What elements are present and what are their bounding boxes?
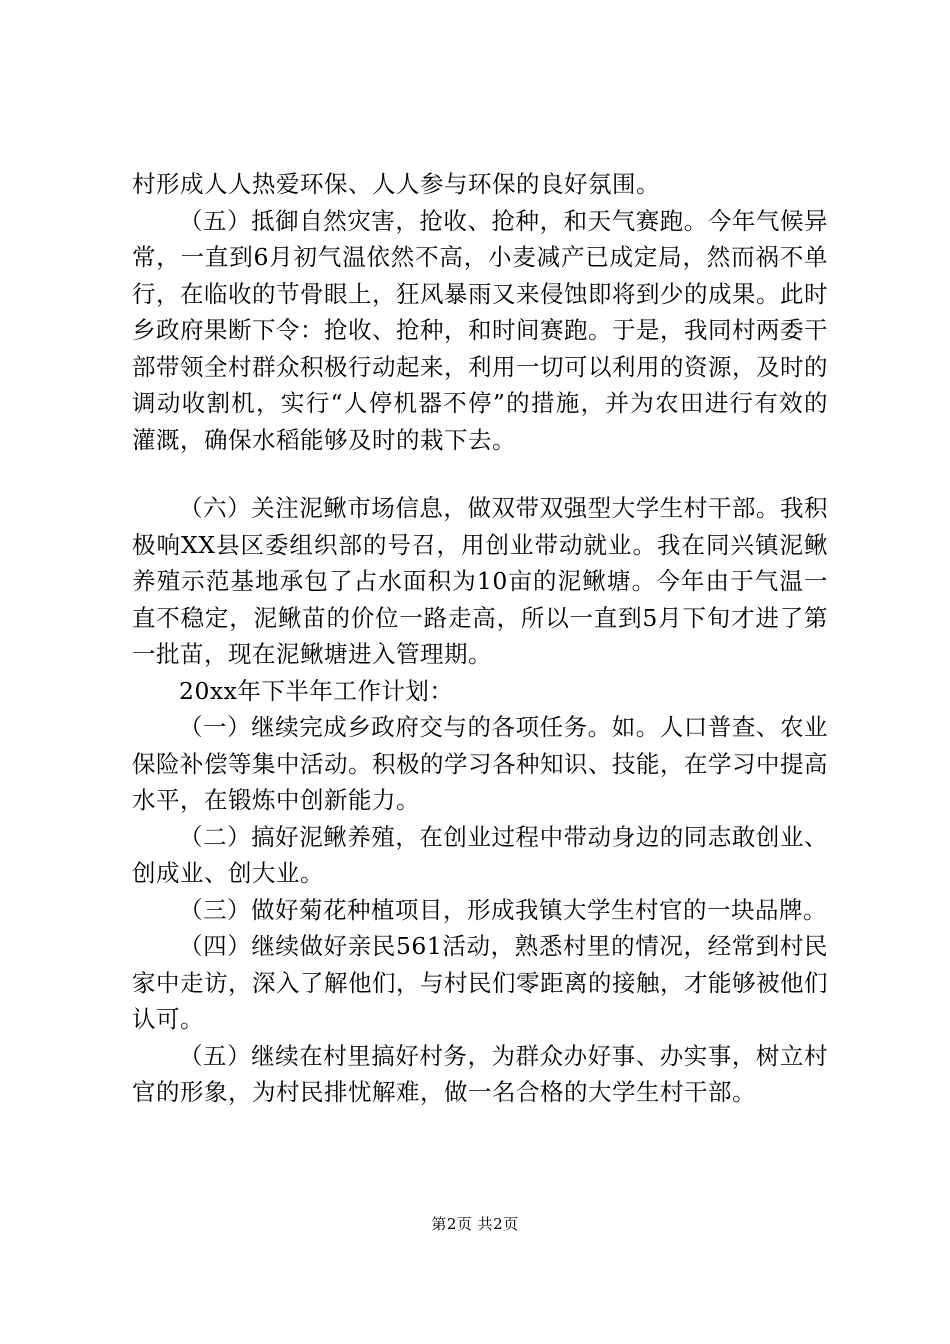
document-body bbox=[132, 166, 828, 1111]
paragraph-continuation: 村形成人人热爱环保、人人参与环保的良好氛围。 bbox=[132, 170, 660, 198]
paragraph-plan-1: （一）继续完成乡政府交与的各项任务。如。人口普查、农业保险补偿等集中活动。积极的学习各种知识、技能，在学习中提高水平，在锻炼中创新能力。 bbox=[132, 713, 828, 814]
paragraph-plan-5: （五）继续在村里搞好村务，为群众办好事、办实事，树立村官的形象，为村民排忧解难，做一名合格的大学生村干部。 bbox=[132, 1041, 828, 1106]
paragraph-plan-3: （三）做好菊花种植项目，形成我镇大学生村官的一块品牌。 bbox=[179, 895, 827, 924]
section-heading-plan: 20xx年下半年工作计划： bbox=[179, 676, 454, 705]
page-number-footer: 第2页 共2页 bbox=[431, 1215, 519, 1233]
paragraph-item-5-disaster: （五）抵御自然灾害，抢收、抢种，和天气赛跑。今年气候异常，一直到6月初气温依然不高，小麦减产已成定局，然而祸不单行，在临收的节骨眼上，狂风暴雨又来侵蚀即将到少的成果。此时乡政府果断下令：抢收、抢种，和时间赛跑。于是，我同村两委干部带领全村群众积极行动起来，利用一切可以利用的资源，及时的调动收割机，实行“人停机器不停”的措施，并为农田进行有效的灌溉，确保水稻能够及时的栽下去。 bbox=[132, 206, 828, 454]
paragraph-plan-4: （四）继续做好亲民561活动，熟悉村里的情况，经常到村民家中走访，深入了解他们，与村民们零距离的接触，才能够被他们认可。 bbox=[132, 932, 828, 1033]
paragraph-item-6-loach: （六）关注泥鳅市场信息，做双带双强型大学生村干部。我积极响XX县区委组织部的号召，用创业带动就业。我在同兴镇泥鳅养殖示范基地承包了占水面积为10亩的泥鳅塘。今年由于气温一直不稳定，泥鳅苗的价位一路走高，所以一直到5月下旬才进了第一批苗，现在泥鳅塘进入管理期。 bbox=[132, 494, 828, 668]
paragraph-plan-2: （二）搞好泥鳅养殖，在创业过程中带动身边的同志敢创业、创成业、创大业。 bbox=[132, 822, 828, 887]
